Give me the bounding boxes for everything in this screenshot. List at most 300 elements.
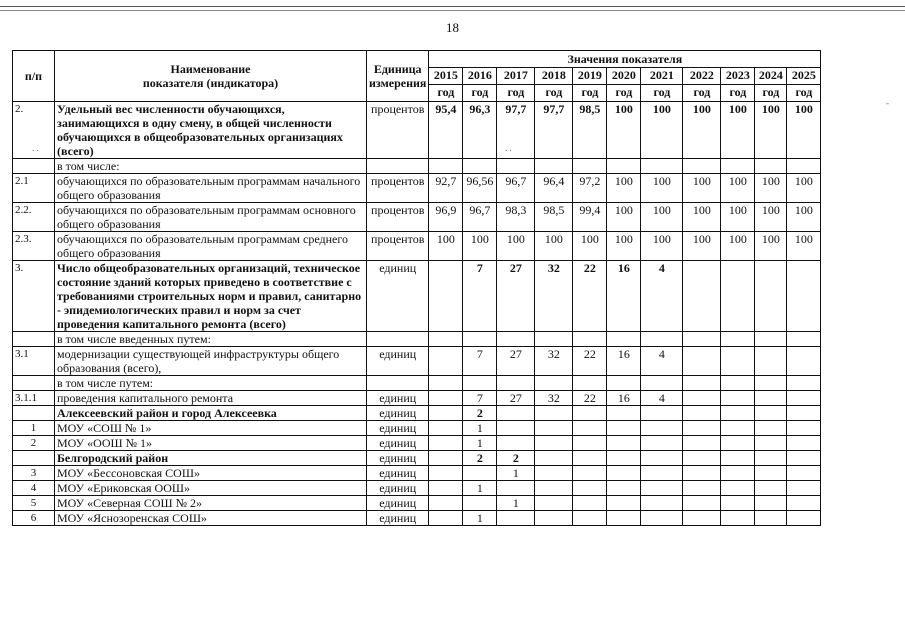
value-cell — [721, 511, 755, 526]
value-cell — [787, 496, 821, 511]
value-cell — [429, 332, 463, 347]
value-cell: 96,9 — [429, 203, 463, 232]
value-cell: 100 — [787, 102, 821, 159]
value-cell: 1 — [463, 511, 497, 526]
value-cell — [641, 451, 683, 466]
indicator-name: в том числе: — [55, 159, 367, 174]
header-year: 2015 — [429, 68, 463, 85]
value-cell — [755, 496, 787, 511]
value-cell — [683, 406, 721, 421]
value-cell — [607, 466, 641, 481]
indicator-name: модернизации существующей инфраструктуры общего образования (всего), — [55, 347, 367, 376]
value-cell — [429, 376, 463, 391]
indicator-name: обучающихся по образовательным программам основного общего образования — [55, 203, 367, 232]
table-row — [13, 391, 821, 406]
value-cell — [607, 159, 641, 174]
value-cell — [721, 421, 755, 436]
value-cell: 92,7 — [429, 174, 463, 203]
table-row — [13, 102, 821, 159]
value-cell — [429, 466, 463, 481]
header-year-unit: год — [755, 85, 787, 102]
value-cell — [607, 481, 641, 496]
unit-cell: единиц — [367, 391, 429, 406]
value-cell — [463, 496, 497, 511]
value-cell — [641, 511, 683, 526]
header-year-unit: год — [607, 85, 641, 102]
indicator-name: МОУ «Северная СОШ № 2» — [55, 496, 367, 511]
value-cell — [683, 511, 721, 526]
value-cell — [787, 511, 821, 526]
value-cell — [497, 481, 535, 496]
value-cell — [535, 496, 573, 511]
page-number: 18 — [446, 20, 459, 35]
scan-speck: . . — [505, 143, 512, 153]
indicator-name: МОУ «Ериковская ООШ» — [55, 481, 367, 496]
value-cell — [787, 406, 821, 421]
indicator-name: обучающихся по образовательным программам среднего общего образования — [55, 232, 367, 261]
unit-cell — [367, 332, 429, 347]
table-row — [13, 421, 821, 436]
row-number: 3.1.1 — [13, 391, 55, 406]
table-row — [13, 466, 821, 481]
value-cell: 32 — [535, 347, 573, 376]
value-cell: 96,7 — [497, 174, 535, 203]
value-cell — [607, 376, 641, 391]
row-number: 2.3. — [13, 232, 55, 261]
value-cell: 27 — [497, 391, 535, 406]
value-cell — [755, 159, 787, 174]
value-cell: 100 — [607, 174, 641, 203]
value-cell: 95,4 — [429, 102, 463, 159]
row-number — [13, 332, 55, 347]
value-cell — [641, 376, 683, 391]
value-cell: 100 — [787, 174, 821, 203]
value-cell — [429, 391, 463, 406]
row-number: 2 — [13, 436, 55, 451]
top-border-line — [0, 6, 905, 7]
value-cell — [573, 511, 607, 526]
value-cell — [787, 451, 821, 466]
header-year-unit: год — [787, 85, 821, 102]
value-cell: 22 — [573, 347, 607, 376]
value-cell — [721, 406, 755, 421]
scan-speck: . . — [32, 143, 39, 153]
value-cell: 100 — [641, 232, 683, 261]
value-cell — [535, 451, 573, 466]
value-cell — [721, 391, 755, 406]
unit-cell: единиц — [367, 421, 429, 436]
value-cell — [573, 159, 607, 174]
header-year: 2017 — [497, 68, 535, 85]
value-cell — [535, 511, 573, 526]
value-cell — [535, 332, 573, 347]
indicator-name: Белгородский район — [55, 451, 367, 466]
row-number: 5 — [13, 496, 55, 511]
value-cell — [429, 159, 463, 174]
value-cell — [497, 436, 535, 451]
value-cell — [573, 451, 607, 466]
header-year-unit: год — [573, 85, 607, 102]
value-cell: 7 — [463, 261, 497, 332]
table-row — [13, 174, 821, 203]
value-cell: 2 — [463, 451, 497, 466]
value-cell: 2 — [497, 451, 535, 466]
value-cell: 100 — [755, 174, 787, 203]
value-cell — [683, 261, 721, 332]
value-cell — [573, 436, 607, 451]
value-cell — [683, 391, 721, 406]
value-cell: 1 — [463, 421, 497, 436]
value-cell: 2 — [463, 406, 497, 421]
row-number — [13, 376, 55, 391]
value-cell: 1 — [497, 466, 535, 481]
value-cell — [755, 406, 787, 421]
header-year: 2025 — [787, 68, 821, 85]
value-cell — [683, 421, 721, 436]
value-cell — [573, 481, 607, 496]
value-cell — [497, 332, 535, 347]
value-cell — [641, 406, 683, 421]
top-border-line-2 — [0, 10, 905, 11]
header-year: 2024 — [755, 68, 787, 85]
table-row — [13, 406, 821, 421]
value-cell: 100 — [787, 203, 821, 232]
value-cell — [641, 159, 683, 174]
value-cell — [683, 496, 721, 511]
value-cell — [721, 496, 755, 511]
value-cell — [607, 451, 641, 466]
value-cell: 27 — [497, 261, 535, 332]
header-year: 2020 — [607, 68, 641, 85]
value-cell — [755, 481, 787, 496]
table-row — [13, 332, 821, 347]
value-cell — [787, 347, 821, 376]
unit-cell: единиц — [367, 347, 429, 376]
value-cell — [535, 481, 573, 496]
value-cell: 98,5 — [535, 203, 573, 232]
header-year-unit: год — [429, 85, 463, 102]
row-number: 3 — [13, 466, 55, 481]
value-cell: 99,4 — [573, 203, 607, 232]
value-cell: 4 — [641, 347, 683, 376]
value-cell — [755, 376, 787, 391]
value-cell — [535, 376, 573, 391]
row-number: 3.1 — [13, 347, 55, 376]
value-cell: 96,56 — [463, 174, 497, 203]
indicator-name: в том числе введенных путем: — [55, 332, 367, 347]
value-cell: 27 — [497, 347, 535, 376]
value-cell — [721, 159, 755, 174]
value-cell — [497, 376, 535, 391]
value-cell — [755, 436, 787, 451]
unit-cell: процентов — [367, 232, 429, 261]
header-year: 2022 — [683, 68, 721, 85]
value-cell — [721, 466, 755, 481]
value-cell — [787, 436, 821, 451]
value-cell — [641, 332, 683, 347]
header-year-unit: год — [683, 85, 721, 102]
value-cell — [535, 436, 573, 451]
table-row — [13, 232, 821, 261]
value-cell: 98,5 — [573, 102, 607, 159]
value-cell: 4 — [641, 391, 683, 406]
value-cell — [497, 159, 535, 174]
table-row — [13, 496, 821, 511]
value-cell: 100 — [607, 232, 641, 261]
unit-cell — [367, 376, 429, 391]
header-year: 2018 — [535, 68, 573, 85]
indicator-name: МОУ «Бессоновская СОШ» — [55, 466, 367, 481]
value-cell — [721, 376, 755, 391]
value-cell — [641, 496, 683, 511]
value-cell — [787, 466, 821, 481]
value-cell: 97,2 — [573, 174, 607, 203]
value-cell: 100 — [755, 203, 787, 232]
value-cell: 1 — [497, 496, 535, 511]
unit-cell: единиц — [367, 436, 429, 451]
unit-cell: процентов — [367, 203, 429, 232]
table-row — [13, 159, 821, 174]
indicator-name: МОУ «Яснозоренская СОШ» — [55, 511, 367, 526]
value-cell — [755, 347, 787, 376]
row-number: 3. — [13, 261, 55, 332]
value-cell — [755, 511, 787, 526]
table-row — [13, 347, 821, 376]
value-cell — [641, 466, 683, 481]
row-number: 2.1 — [13, 174, 55, 203]
unit-cell: единиц — [367, 261, 429, 332]
value-cell — [787, 332, 821, 347]
indicator-name: Алексеевский район и город Алексеевка — [55, 406, 367, 421]
value-cell — [497, 511, 535, 526]
value-cell — [721, 332, 755, 347]
value-cell — [641, 421, 683, 436]
value-cell — [787, 376, 821, 391]
value-cell — [641, 436, 683, 451]
value-cell — [721, 347, 755, 376]
value-cell: 100 — [607, 102, 641, 159]
value-cell: 100 — [721, 174, 755, 203]
value-cell — [721, 451, 755, 466]
value-cell — [683, 436, 721, 451]
scan-speck: - — [886, 98, 889, 108]
value-cell — [755, 261, 787, 332]
value-cell — [573, 421, 607, 436]
value-cell: 32 — [535, 391, 573, 406]
header-year-unit: год — [721, 85, 755, 102]
value-cell — [535, 406, 573, 421]
value-cell — [721, 436, 755, 451]
row-number — [13, 159, 55, 174]
value-cell: 100 — [497, 232, 535, 261]
value-cell — [721, 261, 755, 332]
value-cell: 100 — [535, 232, 573, 261]
value-cell — [535, 421, 573, 436]
header-name: Наименование показателя (индикатора) — [55, 51, 367, 102]
value-cell: 96,3 — [463, 102, 497, 159]
indicator-name: Удельный вес численности обучающихся, занимающихся в одну смену, в общей численности обучающихся в общеобразовательных организациях (всего) — [55, 102, 367, 159]
value-cell: 100 — [573, 232, 607, 261]
value-cell — [573, 376, 607, 391]
table-row — [13, 451, 821, 466]
value-cell — [497, 421, 535, 436]
value-cell: 100 — [683, 232, 721, 261]
value-cell — [573, 466, 607, 481]
value-cell — [535, 466, 573, 481]
value-cell — [787, 481, 821, 496]
value-cell — [429, 481, 463, 496]
value-cell: 16 — [607, 347, 641, 376]
header-year-unit: год — [463, 85, 497, 102]
row-number — [13, 451, 55, 466]
header-year-unit: год — [641, 85, 683, 102]
value-cell — [429, 496, 463, 511]
value-cell — [573, 406, 607, 421]
value-cell: 16 — [607, 261, 641, 332]
row-number: 1 — [13, 421, 55, 436]
value-cell — [721, 481, 755, 496]
value-cell: 1 — [463, 481, 497, 496]
table-row — [13, 511, 821, 526]
value-cell: 4 — [641, 261, 683, 332]
value-cell — [429, 511, 463, 526]
value-cell — [429, 261, 463, 332]
value-cell — [787, 391, 821, 406]
value-cell — [641, 481, 683, 496]
value-cell: 100 — [607, 203, 641, 232]
value-cell — [607, 332, 641, 347]
value-cell: 22 — [573, 261, 607, 332]
value-cell — [607, 436, 641, 451]
indicator-table — [12, 50, 821, 526]
row-number: 6 — [13, 511, 55, 526]
row-number — [13, 406, 55, 421]
indicator-name: Число общеобразовательных организаций, техническое состояние зданий которых приведено в соответствие с требованиями строительных норм и правил, санитарно - эпидемиологических правил и норм за счет проведения капитального ремонта (всего) — [55, 261, 367, 332]
unit-cell: единиц — [367, 496, 429, 511]
header-year-unit: год — [497, 85, 535, 102]
header-num: п/п — [13, 51, 55, 102]
value-cell — [429, 421, 463, 436]
unit-cell: процентов — [367, 174, 429, 203]
value-cell — [787, 261, 821, 332]
value-cell: 96,7 — [463, 203, 497, 232]
value-cell: 100 — [641, 174, 683, 203]
table-row — [13, 203, 821, 232]
value-cell — [683, 451, 721, 466]
value-cell — [535, 159, 573, 174]
value-cell — [755, 466, 787, 481]
value-cell: 98,3 — [497, 203, 535, 232]
value-cell: 97,7 — [535, 102, 573, 159]
value-cell: 7 — [463, 391, 497, 406]
value-cell — [463, 159, 497, 174]
value-cell — [607, 406, 641, 421]
value-cell: 32 — [535, 261, 573, 332]
unit-cell: единиц — [367, 451, 429, 466]
unit-cell — [367, 159, 429, 174]
value-cell — [573, 332, 607, 347]
value-cell — [463, 466, 497, 481]
value-cell: 100 — [721, 203, 755, 232]
value-cell: 100 — [683, 174, 721, 203]
value-cell — [683, 466, 721, 481]
value-cell: 100 — [755, 102, 787, 159]
header-year: 2016 — [463, 68, 497, 85]
unit-cell: процентов — [367, 102, 429, 159]
value-cell — [787, 421, 821, 436]
value-cell — [683, 332, 721, 347]
indicator-name: МОУ «СОШ № 1» — [55, 421, 367, 436]
value-cell: 97,7 — [497, 102, 535, 159]
value-cell — [683, 376, 721, 391]
value-cell — [497, 406, 535, 421]
indicator-name: проведения капитального ремонта — [55, 391, 367, 406]
indicator-name: МОУ «ООШ № 1» — [55, 436, 367, 451]
value-cell — [607, 421, 641, 436]
value-cell — [683, 481, 721, 496]
value-cell: 96,4 — [535, 174, 573, 203]
value-cell — [755, 421, 787, 436]
value-cell: 22 — [573, 391, 607, 406]
value-cell: 100 — [755, 232, 787, 261]
value-cell — [429, 347, 463, 376]
value-cell — [463, 332, 497, 347]
header-year: 2019 — [573, 68, 607, 85]
header-unit: Единица измерения — [367, 51, 429, 102]
row-number: 2.2. — [13, 203, 55, 232]
header-year: 2023 — [721, 68, 755, 85]
table-row — [13, 376, 821, 391]
value-cell — [755, 332, 787, 347]
value-cell — [755, 391, 787, 406]
header-values: Значения показателя — [429, 51, 821, 68]
value-cell: 100 — [429, 232, 463, 261]
value-cell: 100 — [721, 102, 755, 159]
value-cell — [755, 451, 787, 466]
value-cell: 7 — [463, 347, 497, 376]
value-cell: 100 — [641, 203, 683, 232]
value-cell — [607, 496, 641, 511]
value-cell — [787, 159, 821, 174]
value-cell — [607, 511, 641, 526]
header-year-unit: год — [535, 85, 573, 102]
row-number: 2. — [13, 102, 55, 159]
unit-cell: единиц — [367, 406, 429, 421]
value-cell: 16 — [607, 391, 641, 406]
header-year: 2021 — [641, 68, 683, 85]
indicator-name: обучающихся по образовательным программам начального общего образования — [55, 174, 367, 203]
value-cell: 1 — [463, 436, 497, 451]
value-cell — [429, 451, 463, 466]
value-cell: 100 — [683, 102, 721, 159]
value-cell — [573, 496, 607, 511]
unit-cell: единиц — [367, 466, 429, 481]
table-row — [13, 436, 821, 451]
value-cell: 100 — [641, 102, 683, 159]
unit-cell: единиц — [367, 511, 429, 526]
value-cell — [463, 376, 497, 391]
table-row — [13, 261, 821, 332]
unit-cell: единиц — [367, 481, 429, 496]
indicator-name: в том числе путем: — [55, 376, 367, 391]
value-cell — [429, 436, 463, 451]
table-row — [13, 481, 821, 496]
value-cell — [429, 406, 463, 421]
value-cell: 100 — [683, 203, 721, 232]
value-cell — [683, 159, 721, 174]
value-cell: 100 — [721, 232, 755, 261]
value-cell — [683, 347, 721, 376]
